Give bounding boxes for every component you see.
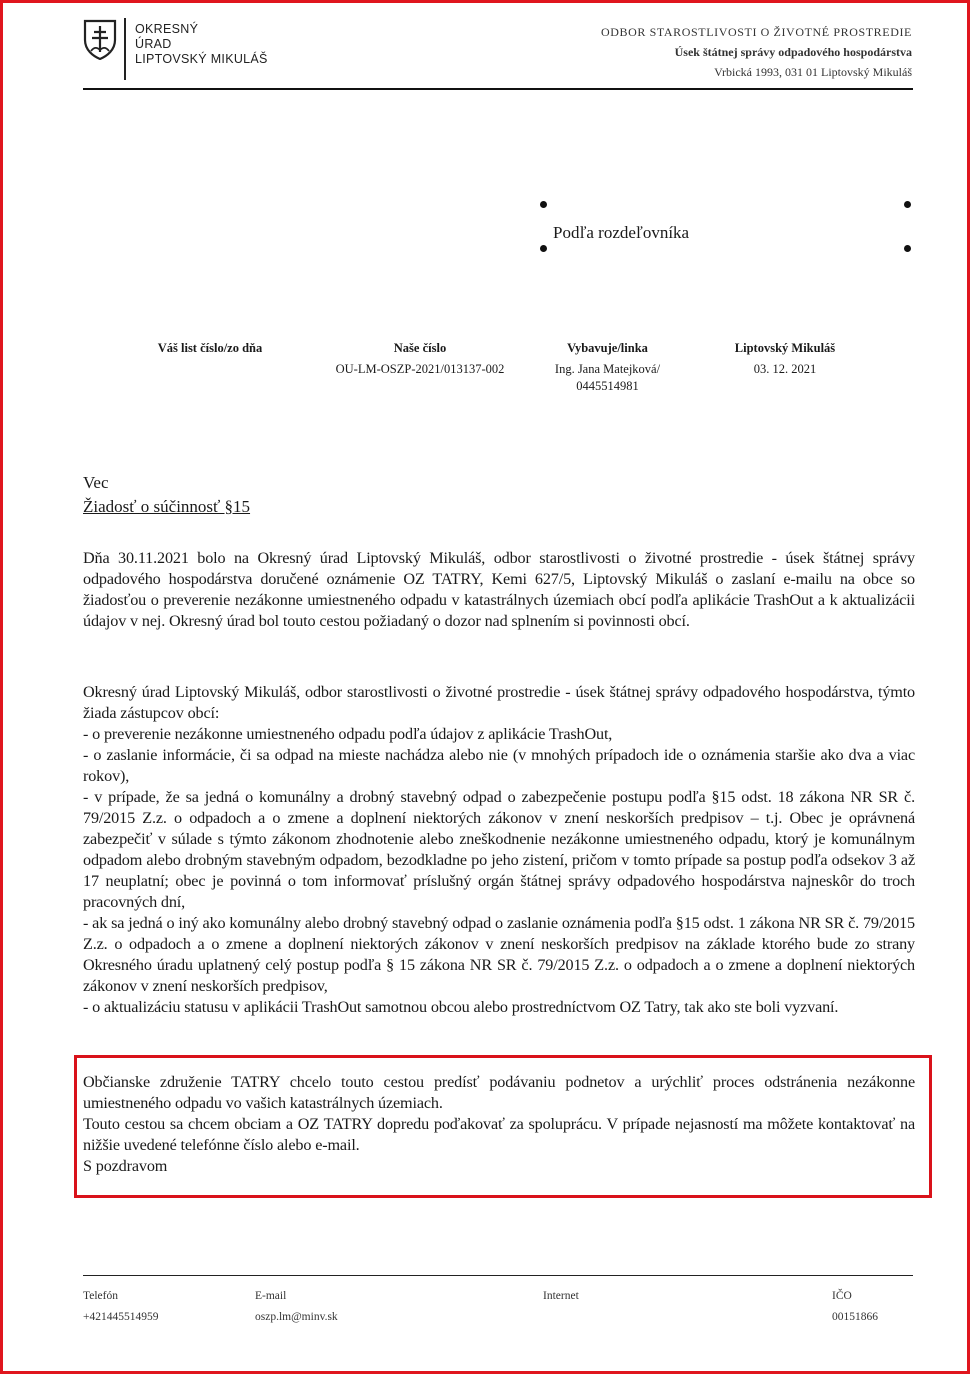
list-item: - o aktualizáciu statusu v aplikácii TrashOut samotnou obcou alebo prostredníctvom OZ Tatry, tak ako ste boli vyzvaní. xyxy=(83,998,839,1016)
highlighted-text: Občianske združenie TATRY chcelo touto cestou predísť podávaniu podnetov a urýchliť proces odstránenia nezákonne umiestneného odpadu vo vašich katastrálnych územiach. Touto cestou sa chcem obciam a OZ TATRY dopredu poďakovať za spoluprácu. V prípade nejasností ma môžete kontaktovať na nižšie uvedené telefónne číslo alebo e-mail. S pozdravom xyxy=(83,1073,915,1175)
address-corner-mark xyxy=(904,245,911,252)
subject-title: Žiadosť o súčinnosť §15 xyxy=(83,497,251,516)
ref-your-letter: Váš list číslo/zo dňa xyxy=(157,341,263,355)
list-item: - o preverenie nezákonne umiestneného odpadu podľa údajov z aplikácie TrashOut, xyxy=(83,725,613,743)
paragraph-2 xyxy=(83,682,915,1018)
section-name: Úsek štátnej správy odpadového hospodárstva xyxy=(674,45,912,59)
department-name: ODBOR STAROSTLIVOSTI O ŽIVOTNÉ PROSTREDIE xyxy=(601,25,912,39)
address-corner-mark xyxy=(904,201,911,208)
footer-rule xyxy=(83,1275,913,1276)
paragraph-1: Dňa 30.11.2021 bolo na Okresný úrad Liptovský Mikuláš, odbor starostlivosti o životné prostredie - úsek štátnej správy odpadového hospodárstva doručené oznámenie OZ TATRY, Kemi 627/5, Liptovský Mikuláš o zaslaní e-mailu na obce so žiadosťou o preverenie nezákonne umiestneného odpadu v katastrálnych územiach obcí podľa aplikácie TrashOut a k aktualizácii údajov v nej. Okresný úrad bol touto cestou požiadaný o dozor nad splnením si povinnosti obcí. xyxy=(83,549,915,630)
list-item: - o zaslanie informácie, či sa odpad na mieste nachádza alebo nie (v mnohých prípadoch ide o oznámenia staršie ako dva a viac rokov), xyxy=(83,746,915,785)
ref-our-number: Naše číslo OU-LM-OSZP-2021/013137-002 xyxy=(335,341,505,376)
footer-phone: Telefón +421445514959 xyxy=(83,1290,159,1323)
address-corner-mark xyxy=(540,201,547,208)
recipient: Podľa rozdeľovníka xyxy=(553,223,690,242)
footer-ico: IČO 00151866 xyxy=(832,1290,878,1323)
footer-internet: Internet xyxy=(543,1290,579,1302)
footer-email: E-mail oszp.lm@minv.sk xyxy=(255,1290,338,1323)
paragraph-2-intro: Okresný úrad Liptovský Mikuláš, odbor starostlivosti o životné prostredie - úsek štátnej správy odpadového hospodárstva, týmto žiada zástupcov obcí: xyxy=(83,683,915,722)
department-header xyxy=(601,22,912,82)
address-corner-mark xyxy=(540,245,547,252)
office-name: OKRESNÝ ÚRAD LIPTOVSKÝ MIKULÁŠ xyxy=(135,22,268,66)
list-item: - ak sa jedná o iný ako komunálny alebo drobný stavebný odpad o zaslanie oznámenia podľa §15 odst. 1 zákona NR SR č. 79/2015 Z.z. o odpadoch a o zmene a doplnení niektorých zákonov v znení neskorších predpisov na základe ktorého bude zo strany Okresného úradu uplatnený celý postup podľa § 15 zákona NR SR č. 79/2015 Z.z. o odpadoch a o zmene a doplnení niektorých zákonov v znení neskorších predpisov, xyxy=(83,914,915,995)
ref-handled-by: Vybavuje/linka Ing. Jana Matejková/ 0445514981 xyxy=(554,341,661,393)
logo-separator xyxy=(124,18,126,80)
coat-of-arms-icon xyxy=(82,18,118,60)
ref-place-date: Liptovský Mikuláš 03. 12. 2021 xyxy=(734,341,836,376)
subject-label: Vec xyxy=(83,473,109,492)
coat-of-arms-logo xyxy=(82,18,118,60)
list-item: - v prípade, že sa jedná o komunálny a drobný stavebný odpad o zabezpečenie postupu podľa §15 odst. 18 zákona NR SR č. 79/2015 Z.z. o odpadoch a o zmene a doplnení niektorých zákonov v znení neskorších predpisov – t.j. Obec je oprávnená zabezpečiť v súlade s týmto zákonom zhodnotenie alebo zneškodnenie nezákonne umiestneného odpadu, ktorý je komunálnym odpadom alebo drobným stavebným odpadom, bezodkladne po jeho zistení, pričom v tomto prípade sa postup podľa odsekov 3 až 17 neuplatní; obec je povinná o tom informovať príslušný orgán štátnej správy odpadového hospodárstva najneskôr do troch pracovných dní, xyxy=(83,788,915,911)
closing-greeting: S pozdravom xyxy=(83,1157,168,1175)
header-rule xyxy=(83,88,913,90)
office-address: Vrbická 1993, 031 01 Liptovský Mikuláš xyxy=(714,65,912,79)
